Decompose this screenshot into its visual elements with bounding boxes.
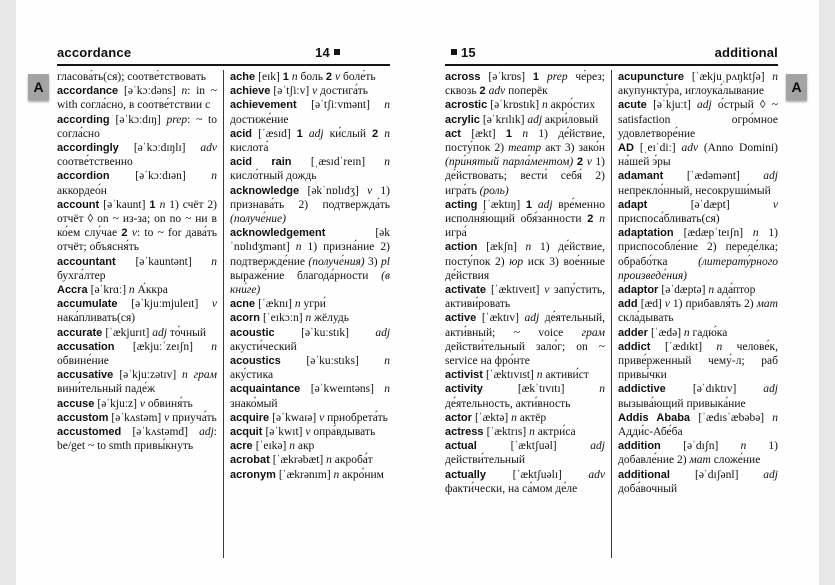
dictionary-entry: accuse [əˈkjuːz] v обвиня́ть [57, 397, 193, 410]
right-page-column-2 [618, 70, 778, 564]
dictionary-entry: гласова́ть(ся); соотве́тствовать [57, 71, 207, 83]
dictionary-entry: add [æd] v 1) прибавля́ть 2) мат скла́дывать [618, 298, 778, 325]
dictionary-entry: adaptation [ædæpˈteɪʃn] n 1) приспособле́ние 2) переде́лка; обрабо́тка (литерату́рного произведе́ния) [618, 227, 778, 282]
dictionary-entry: actually [ˈæktʃuəlɪ] adv факти́чески, на са́мом де́ле [445, 468, 605, 495]
dictionary-entry: accumulate [əˈkjuːmjuleɪt] v нака́пливать(ся) [57, 298, 217, 325]
dictionary-entry: accurate [ˈækjurɪt] adj то́чный [57, 326, 206, 339]
right-page-header [445, 34, 778, 66]
dictionary-entry: actual [ˈæktʃuəl] adj действи́тельный [445, 440, 605, 467]
left-page-number-group [315, 45, 340, 60]
dictionary-entry: acorn [ˈeɪkɔːn] n жёлудь [230, 312, 350, 325]
dictionary-entry: accordance [əˈkɔːdəns] n: in ~ with согла́сно, в соотве́тствии с [57, 85, 217, 112]
dictionary-entry: acoustics [əˈkuːstɪks] n аку́стика [230, 355, 390, 382]
dictionary-entry: additional [əˈdɪʃənl] adj доба́вочный [618, 468, 778, 495]
dictionary-entry: action [ækʃn] n 1) де́йствие, посту́пок 2) юр иск 3) вое́нные де́йствия [445, 241, 605, 282]
alphabet-tab-left[interactable] [28, 74, 49, 100]
dictionary-entry: addict [ˈædɪkt] n челове́к, приве́рженный чему́-л; раб привы́чки [618, 340, 778, 382]
dictionary-entry: adapt [əˈdæpt] v приспоса́бливать(ся) [618, 198, 778, 226]
dictionary-entry: acute [əˈkjuːt] adj о́стрый ◊ ~ satisfaction огро́мное удовлетворе́ние [618, 99, 778, 140]
right-page-column-divider [611, 70, 612, 558]
dictionary-entry: according [əˈkɔːdɪŋ] prep: ~ to согла́сно [57, 113, 217, 140]
tab-letter: A [33, 79, 44, 95]
dictionary-entry: activist [ˈæktɪvɪst] n активи́ст [445, 369, 589, 382]
right-page-number-group [451, 45, 476, 60]
dictionary-entry: acupuncture [ˈækjuˌpʌŋktʃə] n акупункту́ра, иглоука́лывание [618, 71, 778, 98]
dictionary-entry: adaptor [əˈdæptə] n ада́птор [618, 284, 756, 297]
right-guide-word: additional [714, 45, 778, 60]
dictionary-entry: acid rain [ˌæsɪdˈreɪn] n кисло́тный дождь [230, 156, 390, 183]
dictionary-entry: acrostic [əˈkrɒstɪk] n акро́стих [445, 99, 596, 112]
dictionary-entry: accusation [ækjuːˈzeɪʃn] n обвине́ние [57, 340, 217, 368]
dictionary-entry: across [əˈkrɒs] 1 prep че́рез; сквозь 2 adv поперёк [445, 71, 605, 98]
right-page-number: 15 [461, 45, 476, 60]
dictionary-entry: acoustic [əˈkuːstɪk] adj акусти́ческий [230, 326, 390, 353]
dictionary-entry: adamant [ˈædəmənt] adj непрекло́нный, несокруши́мый [618, 170, 778, 197]
left-guide-word: accordance [57, 45, 132, 60]
left-page-column-divider [223, 70, 224, 558]
dictionary-entry: acting [ˈæktɪŋ] 1 adj вре́менно исполня́ющий обя́занности 2 n игра́ [445, 198, 605, 240]
alphabet-tab-right[interactable] [786, 74, 807, 100]
dictionary-entry: accusative [əˈkjuːzətɪv] n грам вини́тельный паде́ж [57, 369, 217, 396]
dictionary-entry: acquire [əˈkwaɪə] v приобрета́ть [230, 411, 388, 424]
dictionary-entry: acknowledgement [əkˈnɒlɪdʒmənt] n 1) призна́ние 2) подтвержде́ние (получе́ния) 3) pl выраже́ние благода́рности (в кни́ге) [230, 227, 390, 297]
dictionary-entry: accustomed [əˈkʌstəmd] adj: be/get ~ to smth привы́кнуть [57, 426, 217, 453]
dictionary-entry: accountant [əˈkauntənt] n бухга́лтер [57, 255, 217, 282]
dictionary-entry: active [ˈæktɪv] adj де́ятельный, акти́вный; ~ voice грам действи́тельный зало́г; on ~ service на фро́нте [445, 312, 605, 368]
dictionary-entry: acquaintance [əˈkweɪntəns] n знако́мый [230, 383, 390, 410]
dictionary-entry: AD [ˌeɪˈdiː] adv (Anno Domini) на́шей э́ры [618, 142, 778, 169]
dictionary-entry: acrylic [əˈkrɪlɪk] adj акри́ловый [445, 113, 599, 126]
dictionary-entry: actress [ˈæktrɪs] n актри́са [445, 426, 576, 439]
dictionary-entry: act [ækt] 1 n 1) де́йствие, посту́пок 2) театр акт 3) зако́н (при́нятый парла́ментом) 2 v 1) де́йствовать; вести́ себя́ 2) игра́ть (роль) [445, 127, 605, 197]
dictionary-entry: acknowledge [əkˈnɒlɪdʒ] v 1) признава́ть 2) подтвержда́ть (получе́ние) [230, 184, 390, 226]
dictionary-entry: acid [ˈæsɪd] 1 adj ки́слый 2 n кислота́ [230, 127, 390, 155]
dictionary-entry: account [əˈkaunt] 1 n 1) счёт 2) отчёт ◊ on ~ из-за; on no ~ ни в ко́ем слу́чае 2 v: to ~ for дава́ть отчёт; объясня́ть [57, 198, 217, 254]
dictionary-entry: acre [ˈeɪkə] n акр [230, 440, 315, 453]
right-page-column-1 [445, 70, 605, 564]
left-page-header [57, 34, 390, 66]
dictionary-entry: acronym [ˈækrənɪm] n акро́ним [230, 468, 384, 481]
header-square-icon [334, 49, 340, 55]
dictionary-entry: acrobat [ˈækrəbæt] n акроба́т [230, 454, 373, 467]
dictionary-entry: Accra [əˈkrɑː] n А́ккра [57, 284, 168, 297]
header-square-icon [451, 49, 457, 55]
dictionary-entry: ache [eɪk] 1 n боль 2 v боле́ть [230, 71, 376, 83]
dictionary-entry: achieve [əˈtʃiːv] v достига́ть [230, 85, 369, 98]
dictionary-entry: activate [ˈæktɪveɪt] v запу́стить, активи́ровать [445, 284, 605, 311]
dictionary-entry: accordion [əˈkɔːdɪən] n аккордео́н [57, 170, 217, 197]
dictionary-entry: adder [ˈædə] n гадю́ка [618, 326, 728, 339]
dictionary-entry: achievement [əˈtʃiːvmənt] n достиже́ние [230, 99, 390, 126]
left-page-number: 14 [315, 45, 330, 60]
dictionary-entry: Addis Ababa [ˈædɪsˈæbəbə] n Адди́с-Абе́ба [618, 411, 778, 439]
dictionary-entry: accustom [əˈkʌstəm] v приуча́ть [57, 411, 217, 424]
dictionary-spread [16, 0, 819, 585]
dictionary-entry: addictive [əˈdɪktɪv] adj вызыва́ющий привыка́ние [618, 383, 778, 410]
left-page-column-1 [57, 70, 217, 564]
tab-letter: A [791, 79, 802, 95]
dictionary-entry: addition [əˈdɪʃn] n 1) добавле́ние 2) мат сложе́ние [618, 440, 778, 467]
dictionary-entry: activity [ækˈtɪvɪtɪ] n де́ятельность, акти́вность [445, 383, 605, 410]
dictionary-entry: accordingly [əˈkɔːdɪŋlɪ] adv соотве́тственно [57, 142, 217, 169]
dictionary-entry: acne [ˈæknɪ] n угри́ [230, 298, 326, 311]
dictionary-entry: acquit [əˈkwɪt] v опра́вдывать [230, 426, 376, 439]
left-page-column-2 [230, 70, 390, 564]
dictionary-entry: actor [ˈæktə] n актёр [445, 411, 547, 424]
